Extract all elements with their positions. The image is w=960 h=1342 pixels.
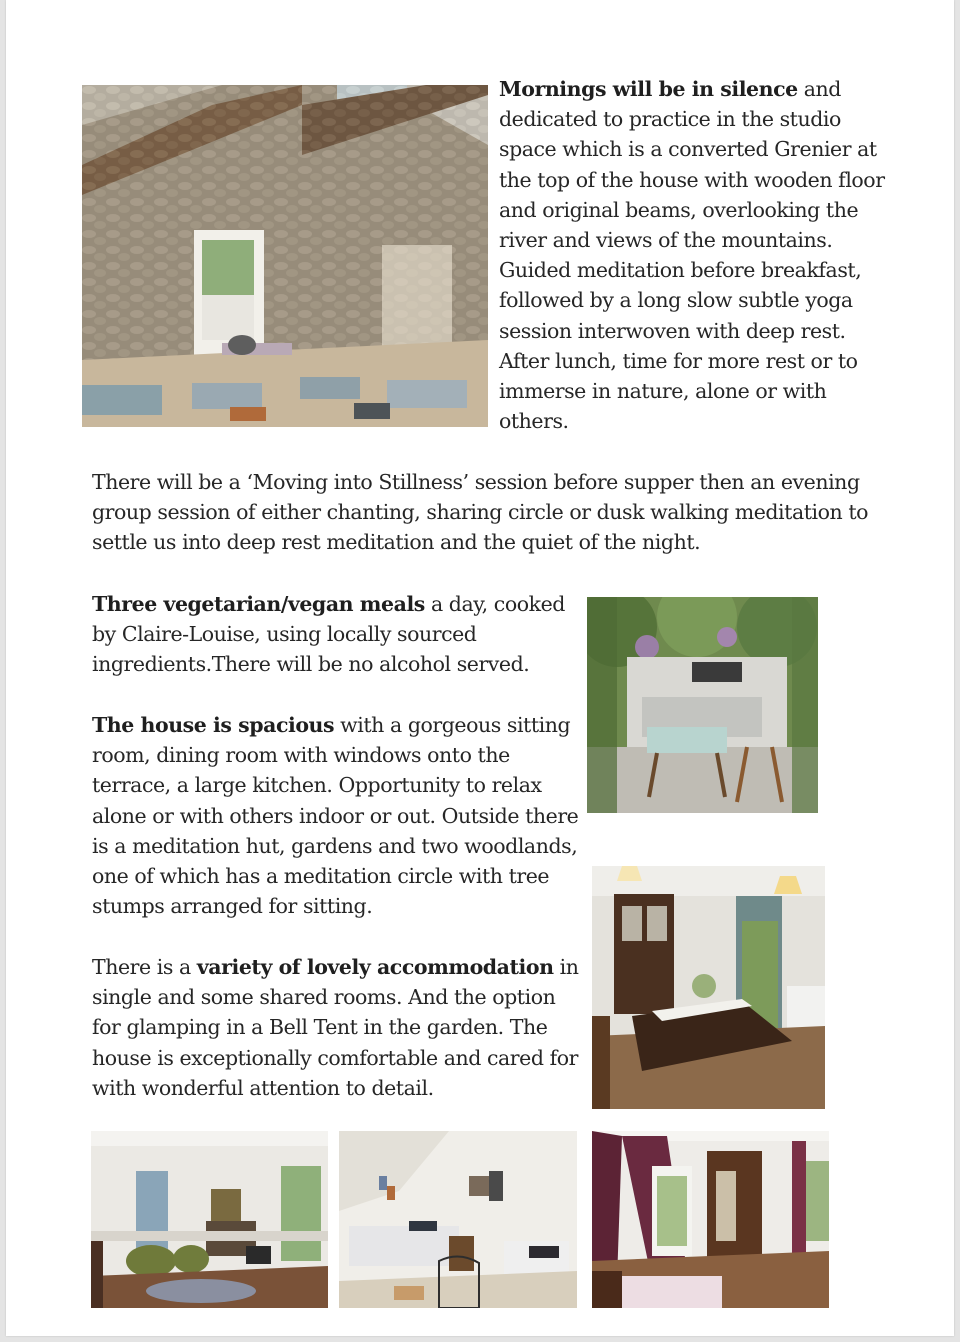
evening-paragraph <box>92 467 882 558</box>
intro-text: and dedicated to practice in the studio space which is a converted Grenier at the top of the house with wooden floor and original beams, overlooking the river and views of the mountains. Guided meditation before breakfast, followed by a long slow subtle yoga session interwoven with deep rest. After lunch, time for more rest or to immerse in nature, alone or with others. <box>499 77 885 434</box>
dining-room-photo <box>592 866 825 1109</box>
intro-paragraph <box>499 74 889 436</box>
bedroom-double-photo <box>592 1131 829 1308</box>
house-bold: The house is spacious <box>92 713 335 737</box>
evening-text: There will be a ‘Moving into Stillness’ session before supper then an evening group session of either chanting, sharing circle or dusk walking meditation to settle us into deep rest meditation and the quiet of the night. <box>92 470 869 555</box>
accommodation-bold: variety of lovely accommodation <box>196 955 554 979</box>
bedroom-twin-photo <box>339 1131 577 1308</box>
house-paragraph <box>92 710 582 921</box>
meals-bold: Three vegetarian/vegan meals <box>92 592 425 616</box>
sitting-room-photo <box>91 1131 328 1308</box>
accommodation-text: in single and some shared rooms. And the option for glamping in a Bell Tent in the garden. The house is exceptionally comfortable and cared for with wonderful attention to detail. <box>92 955 579 1100</box>
terrace-photo <box>587 597 818 813</box>
accommodation-pre: There is a <box>92 955 197 979</box>
accommodation-paragraph <box>92 952 582 1103</box>
house-text: with a gorgeous sitting room, dining room with windows onto the terrace, a large kitchen. Opportunity to relax alone or with others indoor or out. Outside there is a meditation hut, gardens and two woodlands, one of which has a meditation circle with tree stumps arranged for sitting. <box>92 713 579 919</box>
meals-text: a day, cooked by Claire-Louise, using locally sourced ingredients.There will be no alcohol served. <box>92 592 565 677</box>
meals-paragraph <box>92 589 582 680</box>
document-page <box>6 0 954 1336</box>
studio-photo <box>82 85 488 427</box>
intro-bold: Mornings will be in silence <box>499 77 798 101</box>
